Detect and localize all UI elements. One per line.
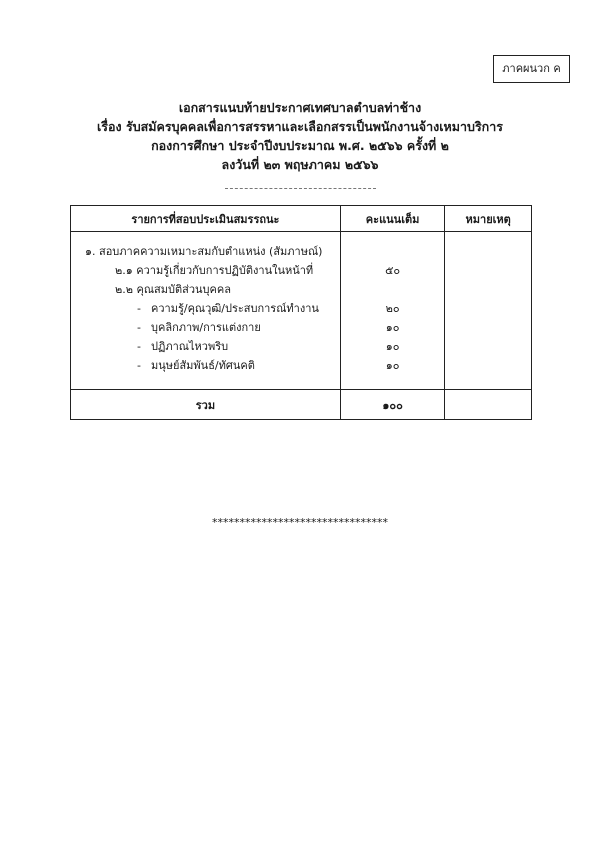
bullet-dash: -	[137, 302, 141, 315]
item-cell	[71, 232, 341, 390]
bullet-dash: -	[137, 359, 141, 372]
bullet-dash: -	[137, 340, 141, 353]
item-line-text: ปฏิภาณไหวพริบ	[151, 340, 229, 353]
score-value: ๒๐	[385, 302, 400, 315]
score-table	[70, 205, 532, 420]
score-value	[341, 242, 444, 261]
header-remark: หมายเหตุ	[445, 206, 532, 232]
item-line	[71, 337, 340, 356]
item-line-text: บุคลิกภาพ/การแต่งกาย	[151, 321, 261, 334]
score-value: ๑๐	[385, 340, 400, 353]
item-line-text: มนุษย์สัมพันธ์/ทัศนคติ	[151, 359, 255, 372]
table-header-row	[71, 206, 532, 232]
total-row	[71, 390, 532, 420]
bullet-dash: -	[137, 321, 141, 334]
annex-label: ภาคผนวก ค	[493, 55, 570, 83]
score-value	[341, 280, 444, 299]
total-score: ๑๐๐	[340, 390, 444, 420]
score-cell	[340, 232, 444, 390]
item-line: ๒.๒ คุณสมบัติส่วนบุคคล	[115, 283, 231, 296]
item-line	[71, 318, 340, 337]
document-header	[60, 98, 540, 174]
footer-stars: ********************************	[212, 516, 388, 529]
score-value: ๑๐	[385, 359, 400, 372]
header-score: คะแนนเต็ม	[340, 206, 444, 232]
total-remark	[445, 390, 532, 420]
item-line	[71, 356, 340, 375]
header-line-4: ลงวันที่ ๒๓ พฤษภาคม ๒๕๖๖	[221, 157, 379, 172]
score-value: ๑๐	[385, 321, 400, 334]
header-line-2: เรื่อง รับสมัครบุคคลเพื่อการสรรหาและเลือกสรรเป็นพนักงานจ้างเหมาบริการ	[97, 119, 503, 134]
remark-cell	[445, 232, 532, 390]
header-line-1: เอกสารแนบท้ายประกาศเทศบาลตำบลท่าช้าง	[178, 100, 422, 115]
total-label: รวม	[71, 390, 341, 420]
header-item: รายการที่สอบประเมินสมรรถนะ	[71, 206, 341, 232]
score-value: ๕๐	[385, 264, 401, 277]
item-line	[71, 299, 340, 318]
separator-line	[225, 188, 376, 189]
header-line-3: กองการศึกษา ประจำปีงบประมาณ พ.ศ. ๒๕๖๖ ครั้งที่ ๒	[151, 138, 449, 153]
item-line: ๑. สอบภาคความเหมาะสมกับตำแหน่ง (สัมภาษณ์)	[85, 245, 323, 258]
table-body-row	[71, 232, 532, 390]
item-line: ๒.๑ ความรู้เกี่ยวกับการปฏิบัติงานในหน้าที่	[115, 264, 314, 277]
item-line-text: ความรู้/คุณวุฒิ/ประสบการณ์ทำงาน	[151, 302, 319, 315]
